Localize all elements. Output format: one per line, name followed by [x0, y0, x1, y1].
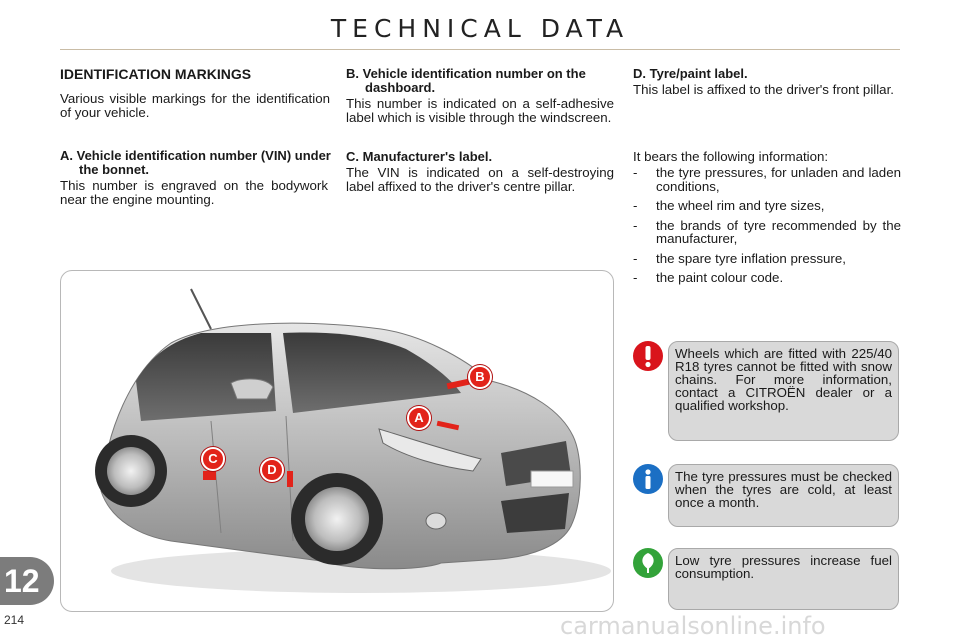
- callout-d: D: [260, 458, 284, 482]
- section-d-lead: It bears the following information:: [633, 149, 829, 164]
- list-item: - the paint colour code.: [633, 270, 784, 285]
- intro-heading: IDENTIFICATION MARKINGS: [60, 66, 252, 82]
- warning-note: [668, 341, 899, 441]
- info-note: [668, 464, 899, 527]
- info-icon: [633, 464, 663, 494]
- marker-c: [203, 471, 216, 480]
- marker-d: [287, 471, 293, 487]
- eco-leaf-icon: [633, 548, 663, 578]
- section-a-text: This number is engraved on the bodywork near the engine mounting.: [60, 178, 328, 207]
- info-text: The tyre pressures must be checked when the tyres are cold, at least once a month.: [675, 469, 892, 510]
- intro-text: Various visible markings for the identification of your vehicle.: [60, 91, 330, 120]
- list-item: - the spare tyre inflation pressure,: [633, 250, 846, 266]
- callout-a: A: [407, 406, 431, 430]
- list-item: - the brands of tyre recommended by the manufacturer,: [633, 217, 901, 246]
- section-c-heading: C. Manufacturer's label.: [346, 149, 493, 164]
- eco-note: [668, 548, 899, 610]
- tyre-info-list: [633, 166, 901, 291]
- callout-c: C: [201, 447, 225, 471]
- chapter-tab: [0, 557, 54, 605]
- page-number: 214: [4, 613, 25, 627]
- section-c-text: The VIN is indicated on a self-destroying label affixed to the driver's centre pillar.: [346, 165, 614, 194]
- car-drawing: [61, 271, 613, 611]
- section-d-text: This label is affixed to the driver's front pillar.: [633, 82, 894, 97]
- section-b-text: This number is indicated on a self-adhesive label which is visible through the windscreen.: [346, 96, 614, 125]
- list-item: - the wheel rim and tyre sizes,: [633, 198, 825, 213]
- title-rule: [60, 49, 900, 50]
- callout-b: B: [468, 365, 492, 389]
- eco-text: Low tyre pressures increase fuel consumption.: [675, 553, 892, 581]
- section-a-heading: A. Vehicle identification number (VIN) under the bonnet.: [60, 148, 331, 177]
- watermark: carmanualsonline.info: [560, 612, 826, 640]
- warning-text: Wheels which are fitted with 225/40 R18 tyres cannot be fitted with snow chains. For more information, contact a CITROËN dealer or a qualified workshop.: [675, 346, 892, 413]
- warning-icon: [633, 341, 663, 371]
- car-illustration: [60, 270, 614, 612]
- section-b-heading: B. Vehicle identification number on the dashboard.: [346, 66, 586, 95]
- list-item: - the tyre pressures, for unladen and laden conditions,: [633, 165, 901, 194]
- page-title: TECHNICAL DATA: [330, 14, 630, 43]
- section-d-heading: D. Tyre/paint label.: [633, 66, 748, 81]
- chapter-number: 12: [4, 563, 40, 599]
